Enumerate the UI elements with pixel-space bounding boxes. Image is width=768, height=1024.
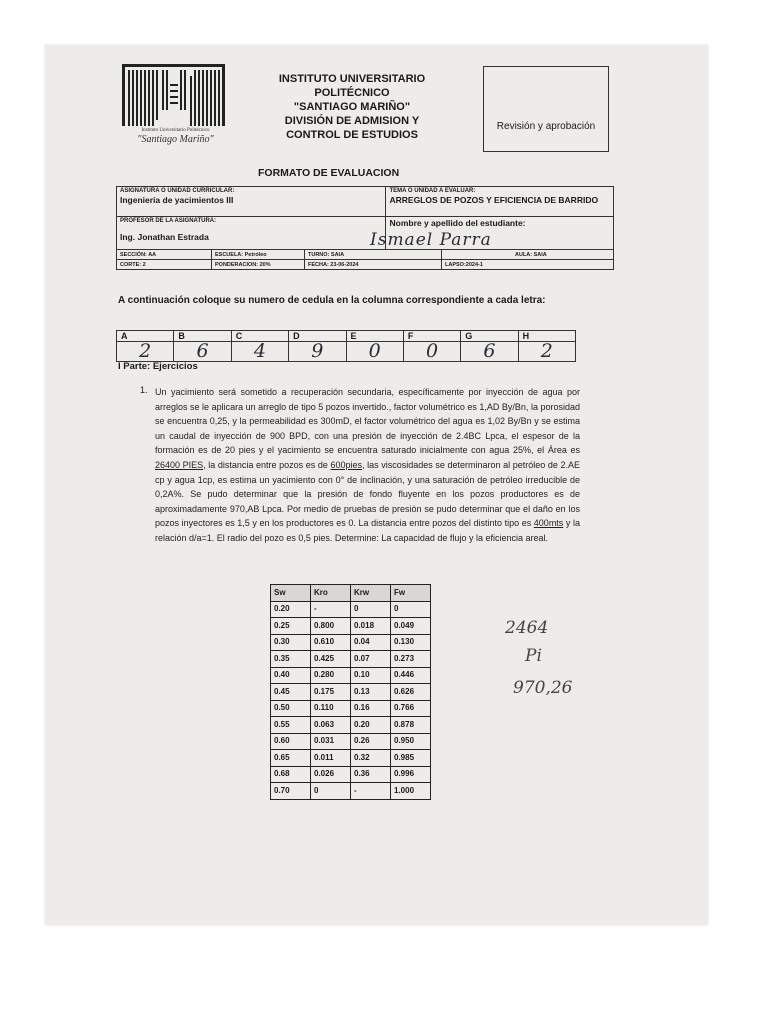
weight-cell (212, 260, 305, 270)
table-row (271, 750, 431, 767)
cedula-letter: A (117, 331, 174, 342)
table-cell: 0.36 (351, 766, 391, 783)
school-cell (212, 250, 305, 260)
table-cell: 0 (311, 783, 351, 800)
table-cell: 0.16 (351, 700, 391, 717)
section-cell (117, 250, 212, 260)
table-cell: 0.07 (351, 651, 391, 668)
table-row (271, 783, 431, 800)
table-row (271, 733, 431, 750)
institution-line: INSTITUTO UNIVERSITARIO (278, 73, 426, 85)
topic-value: ARREGLOS DE POZOS Y EFICIENCIA DE BARRIDO (389, 195, 599, 205)
table-cell: 0.766 (391, 700, 431, 717)
student-label: Nombre y apellido del estudiante: (389, 218, 526, 228)
table-cell: 0.35 (271, 651, 311, 668)
table-cell: 0.049 (391, 618, 431, 635)
table-row (271, 651, 431, 668)
exercise-text-b: , la distancia entre pozos es de (203, 459, 331, 470)
table-cell: 0.110 (311, 700, 351, 717)
table-cell: 0.425 (311, 651, 351, 668)
cedula-letter: E (346, 331, 403, 342)
table-cell: 0.610 (311, 634, 351, 651)
logo-name: "Santiago Mariño" (137, 134, 214, 145)
table-cell: 0.018 (351, 618, 391, 635)
table-cell: 0.13 (351, 684, 391, 701)
table-cell: 1.000 (391, 783, 431, 800)
table-cell: 0.40 (271, 667, 311, 684)
subject-value: Ingeniería de yacimientos III (120, 195, 234, 205)
cedula-letter: B (174, 331, 231, 342)
table-cell: 0.626 (391, 684, 431, 701)
table-cell: 0 (391, 601, 431, 618)
institution-title (262, 72, 442, 142)
table-row (271, 700, 431, 717)
table-row (271, 717, 431, 734)
period-cell (442, 260, 614, 270)
section-title: I Parte: Ejercicios (118, 361, 198, 372)
saturation-table (270, 584, 431, 800)
table-cell: 0.65 (271, 750, 311, 767)
table-cell: 0.031 (311, 733, 351, 750)
cedula-digit: 2 (117, 342, 174, 362)
cedula-letter: H (518, 331, 575, 342)
subject-cell (117, 187, 386, 217)
cedula-digit: 6 (174, 342, 231, 362)
table-cell: 0.45 (271, 684, 311, 701)
logo-small-text: Instituto Universitario Politécnico (141, 128, 210, 133)
exercise-area: 26400 PIES (155, 459, 204, 470)
exercise-distance2: 400mts (533, 518, 564, 529)
professor-value: Ing. Jonathan Estrada (120, 232, 209, 242)
school-value: ESCUELA: Petróleo (215, 252, 267, 258)
exercise-text-c: , las viscosidades se determinaron al petróleo de 2.AE cp y agua 1cp, es estima un yacimiento con 0° de inclinación, y una saturación de petróleo irreducible de 0,2A%. Se pudo determinar que la presión de fondo fluyente en los pozos productores es de aproximadamente 970,AB Lpca. Por medio de pruebas de presión se pudo determinar que el daño en los pozos inyectores es 1,5 y en los productores es 0. La distancia entre pozos del distinto tipo es (155, 459, 580, 529)
institution-line: DIVISIÓN DE ADMISION Y (284, 115, 420, 127)
table-cell: 0.011 (311, 750, 351, 767)
table-cell: 0.32 (351, 750, 391, 767)
table-cell: 0.10 (351, 667, 391, 684)
cedula-letter: F (403, 331, 460, 342)
table-cell: 0.878 (391, 717, 431, 734)
table-row (271, 684, 431, 701)
cut-value: CORTE: 2 (120, 262, 146, 268)
room-cell (442, 250, 614, 260)
table-cell: 0.26 (351, 733, 391, 750)
period-value: LAPSO:2024-1 (445, 262, 483, 268)
table-cell: - (351, 783, 391, 800)
exercise-text-a: Un yacimiento será sometido a recuperación secundaria, específicamente por inyección de agua por arreglos se le aplicara un arreglo de tipo 5 pozos invertido., factor volumétrico es 1,AD By/Bn, la porosidad se encuentra 0,25, y la permeabilidad es 300mD, el factor volumétrico del agua es 1,02 By/Bn y se estima un caudal de inyección de 900 BPD, con una presión de inyección de 2.4BC Lpca, el espesor de la formación es de 20 pies y el yacimiento se encuentra saturado inicialmente con agua 25%, el Área es (155, 387, 580, 456)
table-header: Sw (271, 585, 311, 602)
handwritten-note: 2464 (505, 618, 549, 638)
table-cell: - (311, 601, 351, 618)
institution-line: CONTROL DE ESTUDIOS (286, 129, 418, 141)
professor-label: PROFESOR DE LA ASIGNATURA: (120, 218, 217, 224)
institute-logo-icon (122, 64, 225, 126)
weight-value: PONDERACION: 20% (215, 262, 271, 268)
table-row (271, 667, 431, 684)
table-cell: 0.68 (271, 766, 311, 783)
table-cell: 0.985 (391, 750, 431, 767)
table-cell: 0.130 (391, 634, 431, 651)
shift-cell (305, 250, 442, 260)
student-signature: Ismael Parra (370, 230, 492, 250)
table-cell: 0.063 (311, 717, 351, 734)
table-row (271, 601, 431, 618)
exercise-text (155, 385, 580, 546)
table-header: Fw (391, 585, 431, 602)
table-cell: 0.20 (351, 717, 391, 734)
table-cell: 0.280 (311, 667, 351, 684)
review-box (483, 66, 609, 152)
cedula-table (116, 330, 576, 362)
table-cell: 0.50 (271, 700, 311, 717)
table-cell: 0.70 (271, 783, 311, 800)
cedula-letter: C (231, 331, 288, 342)
institution-line: "SANTIAGO MARIÑO" (293, 101, 411, 113)
cedula-letter: G (461, 331, 518, 342)
table-cell: 0.55 (271, 717, 311, 734)
cedula-digit: 0 (403, 342, 460, 362)
cedula-digit: 4 (231, 342, 288, 362)
cedula-letter: D (289, 331, 346, 342)
form-title: FORMATO DE EVALUACION (258, 167, 400, 179)
table-cell: 0.04 (351, 634, 391, 651)
table-cell: 0 (351, 601, 391, 618)
instructions-text: A continuación coloque su numero de cedula en la columna correspondiente a cada letra: (118, 295, 546, 306)
handwritten-note: Pi (525, 646, 542, 666)
table-cell: 0.273 (391, 651, 431, 668)
table-cell: 0.60 (271, 733, 311, 750)
exercise-number: 1. (140, 385, 148, 395)
institution-line: POLITÉCNICO (314, 87, 390, 99)
table-cell: 0.30 (271, 634, 311, 651)
date-value: FECHA: 23-06-2024 (308, 262, 359, 268)
table-cell: 0.950 (391, 733, 431, 750)
professor-cell (117, 217, 386, 250)
table-cell: 0.25 (271, 618, 311, 635)
cedula-digit: 9 (289, 342, 346, 362)
table-header: Kro (311, 585, 351, 602)
topic-cell (386, 187, 614, 217)
table-row (271, 766, 431, 783)
cedula-digit: 0 (346, 342, 403, 362)
cedula-digit: 2 (518, 342, 575, 362)
table-cell: 0.20 (271, 601, 311, 618)
section-value: SECCIÓN: AA (120, 252, 157, 258)
cedula-digit: 6 (461, 342, 518, 362)
table-cell: 0.446 (391, 667, 431, 684)
date-cell (305, 260, 442, 270)
exercise-distance: 600pies (330, 459, 363, 470)
room-value: AULA: SAIA (515, 252, 547, 258)
topic-label: TEMA O UNIDAD A EVALUAR: (389, 188, 476, 194)
exercise-text-d: y la relación d/a=1. El radio del pozo es 0,5 pies. Determine: La capacidad de flujo y la eficiencia areal. (155, 518, 580, 543)
table-cell: 0.800 (311, 618, 351, 635)
review-label: Revisión y aprobación (496, 121, 596, 132)
table-cell: 0.175 (311, 684, 351, 701)
table-row (271, 634, 431, 651)
table-cell: 0.026 (311, 766, 351, 783)
subject-label: ASIGNATURA O UNIDAD CURRICULAR: (120, 188, 235, 194)
table-row (271, 618, 431, 635)
shift-value: TURNO: SAIA (308, 252, 345, 258)
cut-cell (117, 260, 212, 270)
table-cell: 0.996 (391, 766, 431, 783)
table-header-row (271, 585, 431, 602)
info-table (116, 186, 614, 270)
logo-caption (118, 128, 233, 146)
handwritten-note: 970,26 (513, 678, 573, 698)
table-header: Krw (351, 585, 391, 602)
